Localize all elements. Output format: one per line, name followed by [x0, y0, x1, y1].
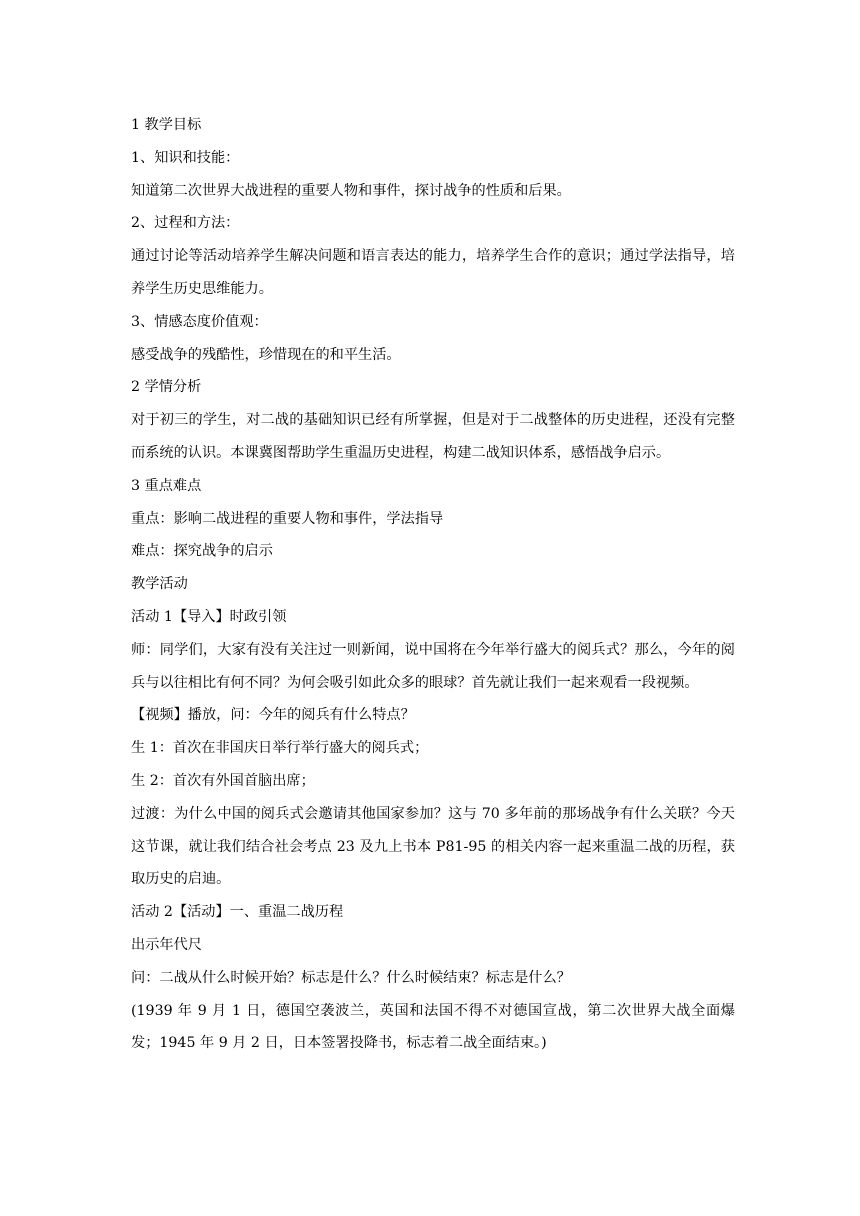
paragraph-student-1: 生 1：首次在非国庆日举行举行盛大的阅兵式；	[131, 740, 429, 757]
paragraph-student-analysis: 对于初三的学生，对二战的基础知识已经有所掌握，但是对于二战整体的历史进程，还没有完整而系统的认识。本课冀图帮助学生重温历史进程，构建二战知识体系，感悟战争启示。	[131, 412, 735, 461]
paragraph-key-points: 重点：影响二战进程的重要人物和事件，学法指导	[131, 510, 444, 527]
heading-activity-1: 活动 1【导入】时政引领	[131, 608, 287, 625]
subheading-knowledge-skills: 1、知识和技能：	[131, 149, 240, 166]
heading-teaching-goals: 1 教学目标	[131, 117, 202, 133]
subheading-emotion-values: 3、情感态度价值观：	[131, 313, 268, 330]
paragraph-timeline: 出示年代尺	[131, 936, 202, 953]
paragraph-knowledge-skills: 知道第二次世界大战进程的重要人物和事件，探讨战争的性质和后果。	[131, 182, 571, 199]
heading-key-difficult-points: 3 重点难点	[131, 477, 202, 494]
paragraph-process-methods: 通过讨论等活动培养学生解决问题和语言表达的能力，培养学生合作的意识；通过学法指导，培养学生历史思维能力。	[131, 248, 735, 297]
paragraph-emotion-values: 感受战争的残酷性，珍惜现在的和平生活。	[131, 346, 401, 363]
subheading-process-methods: 2、过程和方法：	[131, 215, 240, 232]
paragraph-student-2: 生 2：首次有外国首脑出席；	[131, 772, 315, 789]
paragraph-question: 问：二战从什么时候开始？标志是什么？什么时候结束？标志是什么？	[131, 969, 571, 986]
paragraph-transition: 过渡：为什么中国的阅兵式会邀请其他国家参加？这与 70 多年前的那场战争有什么关联？今天这节课，就让我们结合社会考点 23 及九上书本 P81-95 的相关内容一起来重温二战的历程，获取历史的启迪。	[131, 805, 735, 888]
paragraph-answer: (1939 年 9 月 1 日，德国空袭波兰，英国和法国不得不对德国宣战，第二次世界大战全面爆发；1945 年 9 月 2 日，日本签署投降书，标志着二战全面结束。)	[131, 1002, 735, 1052]
heading-teaching-activities: 教学活动	[131, 576, 188, 593]
paragraph-teacher-intro: 师：同学们，大家有没有关注过一则新闻，说中国将在今年举行盛大的阅兵式？那么，今年的阅兵与以往相比有何不同？为何会吸引如此众多的眼球？首先就让我们一起来观看一段视频。	[131, 641, 735, 691]
heading-student-analysis: 2 学情分析	[131, 379, 202, 396]
heading-activity-2: 活动 2【活动】一、重温二战历程	[131, 904, 344, 921]
document-body	[131, 109, 735, 1060]
paragraph-video-question: 【视频】播放，问：今年的阅兵有什么特点？	[131, 707, 415, 724]
paragraph-difficult-points: 难点：探究战争的启示	[131, 543, 273, 560]
